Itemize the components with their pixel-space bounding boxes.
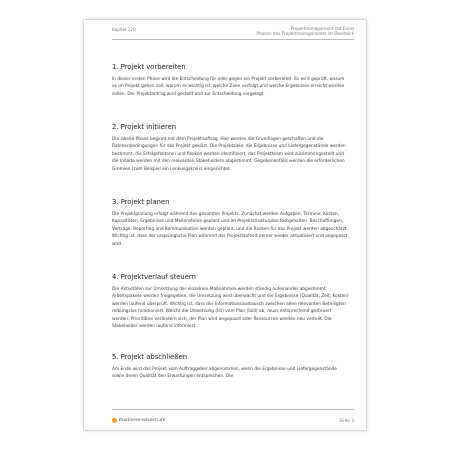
header-divider: [112, 39, 354, 40]
header-title-line1: Projektmanagement mit Excel: [290, 26, 354, 31]
section-heading: 5. Projekt abschließen: [112, 353, 188, 361]
chapter-label: Kapitel 120: [112, 27, 136, 32]
section-heading: 3. Projekt planen: [112, 198, 170, 206]
footer-divider: [112, 409, 354, 410]
footer-logo: [112, 418, 166, 423]
section-initiate: [112, 123, 350, 173]
section-close: [112, 353, 350, 381]
section-heading: 4. Projektverlauf steuern: [112, 273, 196, 281]
logo-text: business-wissen.de: [119, 418, 166, 423]
section-plan: [112, 198, 350, 248]
section-text: In dieser ersten Phase wird die Entscheidung für oder gegen ein Projekt vorbereitet. Es wird geprüft, warum es im Projekt gehen soll, warum es wichtig ist, welche Ziele verfolgt und welche Ergebnisse erreicht werden sollen. Der Projektantrag wird gestellt und zur Entscheidung vorgelegt.: [112, 77, 345, 97]
section-control: [112, 273, 350, 331]
section-text: Die Projektplanung erfolgt während des gesamten Projekts. Zunächst werden Aufgaben, Termine, Kosten, Kapazitäten, Ergebnisse und Meilensteine geplant und im Projektstrukturplan festgehalten. Beschaffungen, Verträge, Reporting und Kommunikation werden geplant, und die Risiken für das Projekt werden abgeschätzt. Wichtig ist, dass der ursprüngliche Plan während der Projektlaufzeit immer wieder aktualisiert und angepasst wird.: [112, 212, 348, 247]
section-prepare: [112, 63, 350, 98]
header-title: [256, 26, 354, 37]
section-heading: 1. Projekt vorbereiten: [112, 63, 186, 71]
section-heading: 2. Projekt initiieren: [112, 123, 177, 131]
logo-dot-icon: [112, 418, 117, 423]
section-text: Am Ende wird das Projekt vom Auftraggeber abgenommen, wenn die Ergebnisse und Liefergegenstände sowie deren Qualität den Erwartungen entsprechen. Die: [112, 367, 337, 380]
section-text: Die Aktivitäten zur Umsetzung der einzelnen Maßnahmen werden ständig aufeinander abgestimmt. Arbeitspakete werden freigegeben, die Umsetzung wird überwacht und die Ergebnisse (Qualität, Zeit, Kosten) werden laufend überprüft. Wichtig ist, dass der Informationsaustausch zwischen allen relevanten Beteiligten reibungslos funktioniert. Weicht die Umsetzung (Ist) vom Plan (Soll) ab, muss entsprechend gesteuert werden: Prioritäten verändern sich, der Plan wird angepasst oder Ressourcen werden neu verteilt. Die Stakeholder werden laufend informiert.: [112, 287, 349, 330]
header-title-line2: Phasen des Projektmanagements im Überblick: [256, 31, 354, 37]
section-text: Die zweite Phase beginnt mit dem Projektauftrag. Hier werden die Grundlagen geschaffen und die Rahmenbedingungen für das Projekt geklärt. Die Projektziele, die Ergebnisse und Liefergegenstände werden bestimmt, die Erfolgsfaktoren und Risiken werden identifiziert, das Projektteam wird zusammengestellt und die Inhalte werden mit den relevanten Stakeholdern abgestimmt. Gegebenenfalls werden die erforderlichen Gremien (zum Beispiel ein Lenkungskreis) eingerichtet.: [112, 137, 346, 172]
page-number: Seite 3: [339, 418, 354, 423]
document-page: [84, 20, 366, 430]
